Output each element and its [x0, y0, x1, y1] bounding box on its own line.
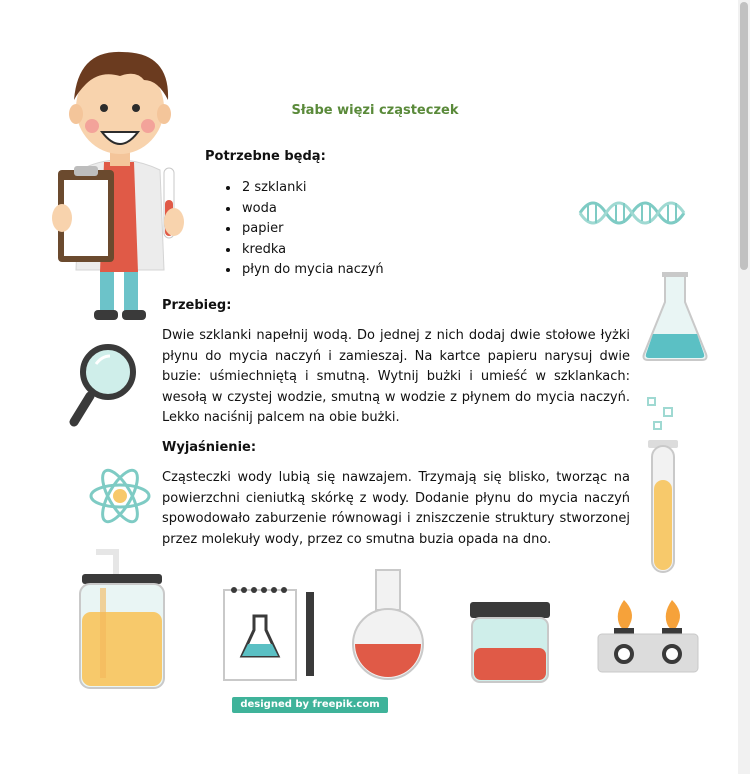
procedure-text: Dwie szklanki napełnij wodą. Do jednej z nich dodaj dwie stołowe łyżki płynu do mycia naczyń i zamieszaj. Na kartce papieru narysuj dwie buzie: uśmiechniętą i smutną. Wytnij bużki i umieść w szklankach: wesołą w czystej wodzie, smutną w wodzie z płynem do mycia naczyń. Lekko naciśnij palcem na obie bużki.: [162, 328, 630, 425]
explanation-heading: Wyjaśnienie:: [162, 440, 257, 455]
flask-icon: [640, 272, 710, 362]
atom-icon: [88, 464, 152, 528]
jar-icon: [76, 548, 168, 694]
procedure-heading: Przebieg:: [162, 298, 232, 313]
list-item: • woda: [240, 199, 384, 220]
round-flask-icon: [350, 568, 426, 684]
magnifier-icon: [70, 344, 136, 426]
scrollbar-thumb[interactable]: [740, 2, 748, 270]
explanation-text: Cząsteczki wody lubią się nawzajem. Trzymają się blisko, tworząc na powierzchni cieniutką skórkę z wody. Dodanie płynu do mycia naczyń spowodowało zaburzenie równowagi i zniszczenie struktury stworzonej przez molekuły wody, przez co smutna buzia opada na dno.: [162, 470, 630, 547]
notebook-icon: [222, 584, 322, 682]
dna-icon: [578, 198, 686, 228]
list-item: • płyn do mycia naczyń: [240, 260, 384, 281]
red-jar-icon: [468, 600, 552, 684]
scientist-illustration: [40, 40, 195, 325]
list-item: • kredka: [240, 240, 384, 261]
bubbles-icon: [646, 396, 676, 432]
materials-list: [222, 178, 384, 281]
test-tube-icon: [646, 440, 680, 576]
freepik-credit-badge[interactable]: designed by freepik.com: [232, 697, 388, 713]
burner-icon: [596, 596, 700, 676]
list-item: • 2 szklanki: [240, 178, 384, 199]
list-item: • papier: [240, 219, 384, 240]
page-title: Słabe więzi cząsteczek: [291, 103, 459, 118]
needed-heading: Potrzebne będą:: [205, 149, 326, 164]
